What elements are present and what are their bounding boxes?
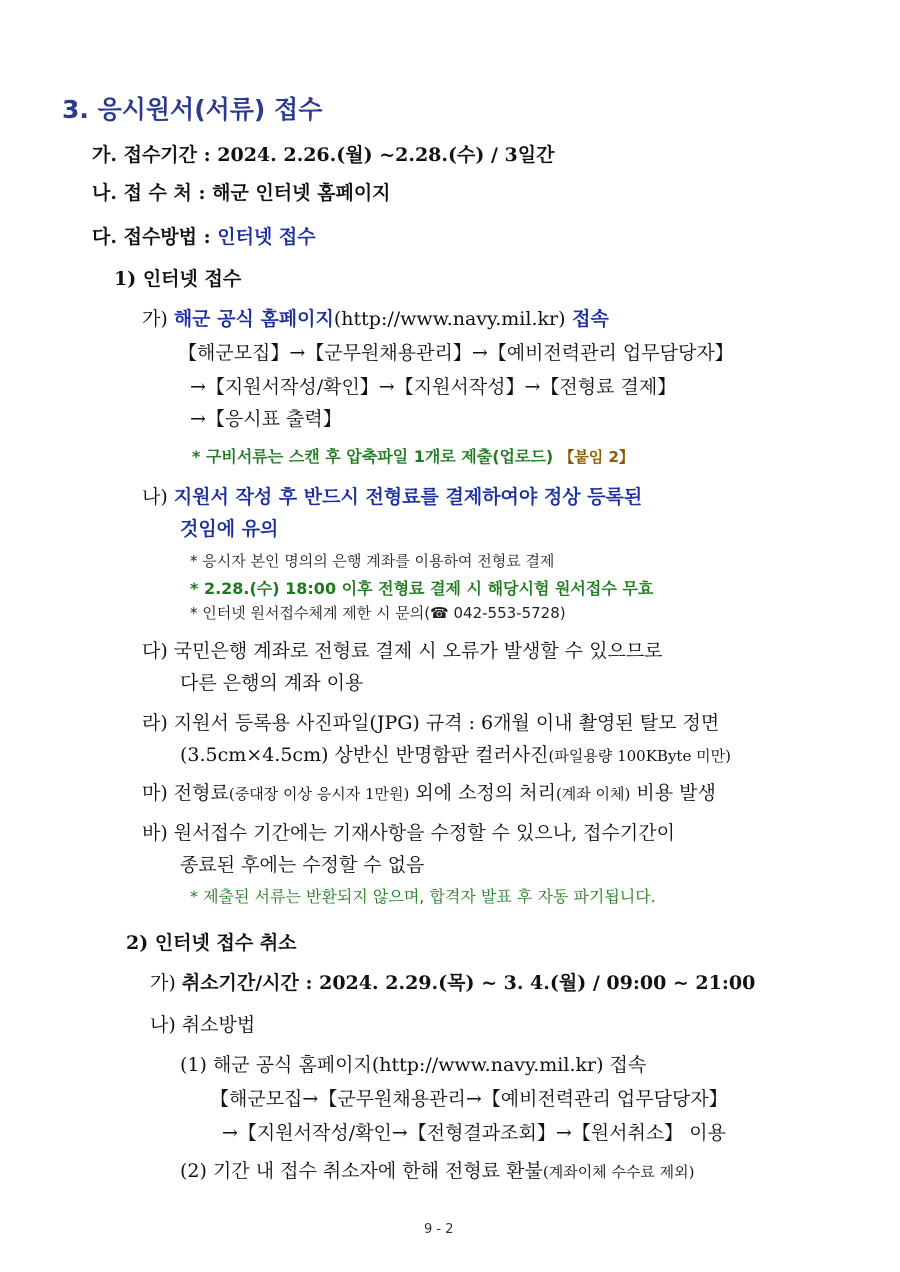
application-method-value: 인터넷 접수 <box>217 226 316 248</box>
page-number: 9 - 2 <box>424 1222 454 1237</box>
item-e-part-3: 외에 소정의 처리 <box>409 782 556 804</box>
cancel-method-2-note: (계좌이체 수수료 제외) <box>542 1163 695 1181</box>
item-e-part-1: 마) 전형료 <box>142 782 229 804</box>
item-d-line-2 <box>180 740 731 767</box>
item-a-prefix: 가) <box>142 308 174 330</box>
cancel-method-2 <box>180 1156 695 1183</box>
item-e <box>142 778 716 805</box>
cancel-item-a <box>150 968 755 995</box>
item-f-line-1: 바) 원서접수 기간에는 기재사항을 수정할 수 있으나, 접수기간이 <box>142 822 675 844</box>
item-a-note-tag: 【붙임 2】 <box>559 448 634 466</box>
item-a-title: 해군 공식 홈페이지 <box>173 308 334 330</box>
item-b-prefix: 나) <box>142 486 174 508</box>
item-b-line-1: 지원서 작성 후 반드시 전형료를 결제하여야 정상 등록된 <box>173 486 643 508</box>
cancel-method-1-line-3: →【지원서작성/확인→【전형결과조회】→【원서취소】 이용 <box>222 1122 726 1144</box>
item-f-line-2: 종료된 후에는 수정할 수 없음 <box>180 854 425 876</box>
item-a-note-text: * 구비서류는 스캔 후 압축파일 1개로 제출(업로드) <box>192 447 554 466</box>
cancel-item-b: 나) 취소방법 <box>150 1014 256 1036</box>
application-place <box>92 178 391 205</box>
item-a-path-1: 【해군모집】→【군무원채용관리】→【예비전력관리 업무담당자】 <box>178 342 734 364</box>
item-e-part-5: 비용 발생 <box>630 782 716 804</box>
application-method-label: 다. 접수방법 : <box>92 226 218 248</box>
item-b-note-1: * 응시자 본인 명의의 은행 계좌를 이용하여 전형료 결제 <box>190 552 555 570</box>
section-title: 3. 응시원서(서류) 접수 <box>62 95 323 124</box>
item-e-part-4: (계좌 이체) <box>555 785 631 803</box>
item-a-note <box>192 444 634 467</box>
item-c-line-1: 다) 국민은행 계좌로 전형료 결제 시 오류가 발생할 수 있으므로 <box>142 640 663 662</box>
cancel-heading: 2) 인터넷 접수 취소 <box>126 932 297 954</box>
internet-item-b <box>142 482 642 509</box>
application-period <box>92 140 554 167</box>
cancel-method-1-line-2: 【해군모집→【군무원채용관리→【예비전력관리 업무담당자】 <box>210 1088 728 1110</box>
application-place-label: 나. 접 수 처 : <box>92 182 213 204</box>
item-d-line-1: 라) 지원서 등록용 사진파일(JPG) 규격 : 6개월 이내 촬영된 탈모 정면 <box>142 712 720 734</box>
item-a-suffix: 접속 <box>565 308 609 330</box>
cancel-item-a-prefix: 가) <box>150 972 182 994</box>
item-e-part-2: (중대장 이상 응시자 1만원) <box>228 785 410 803</box>
cancel-method-2-main: (2) 기간 내 접수 취소자에 한해 전형료 환불 <box>180 1160 543 1182</box>
application-method <box>92 222 316 249</box>
cancel-method-1-line-1: (1) 해군 공식 홈페이지(http://www.navy.mil.kr) 접속 <box>180 1054 647 1076</box>
item-a-path-3: →【응시표 출력】 <box>190 408 342 430</box>
item-a-path-2: →【지원서작성/확인】→【지원서작성】→【전형료 결제】 <box>190 376 677 398</box>
item-b-note-3: * 인터넷 원서접수체계 제한 시 문의(☎ 042-553-5728) <box>190 604 566 622</box>
item-b-note-2: * 2.28.(수) 18:00 이후 전형료 결제 시 해당시험 원서접수 무효 <box>190 579 654 598</box>
application-period-label: 가. 접수기간 : <box>92 144 218 166</box>
item-d-line-2-main: (3.5cm×4.5cm) 상반신 반명함판 컬러사진 <box>180 744 549 766</box>
cancel-item-a-value: 취소기간/시간 : 2024. 2.29.(목) ~ 3. 4.(월) / 09:00 ~ 21:00 <box>181 972 756 994</box>
item-b-line-2: 것임에 유의 <box>180 518 279 540</box>
internet-item-a <box>142 304 609 331</box>
internet-heading: 1) 인터넷 접수 <box>114 268 242 290</box>
application-period-value: 2024. 2.26.(월) ~2.28.(수) / 3일간 <box>217 144 555 166</box>
item-a-url[interactable]: (http://www.navy.mil.kr) <box>333 308 566 330</box>
application-place-value: 해군 인터넷 홈페이지 <box>212 182 391 204</box>
item-f-note: * 제출된 서류는 반환되지 않으며, 합격자 발표 후 자동 파기됩니다. <box>190 887 656 906</box>
item-c-line-2: 다른 은행의 계좌 이용 <box>180 672 364 694</box>
item-d-line-2-size: (파일용량 100KByte 미만) <box>548 747 731 765</box>
